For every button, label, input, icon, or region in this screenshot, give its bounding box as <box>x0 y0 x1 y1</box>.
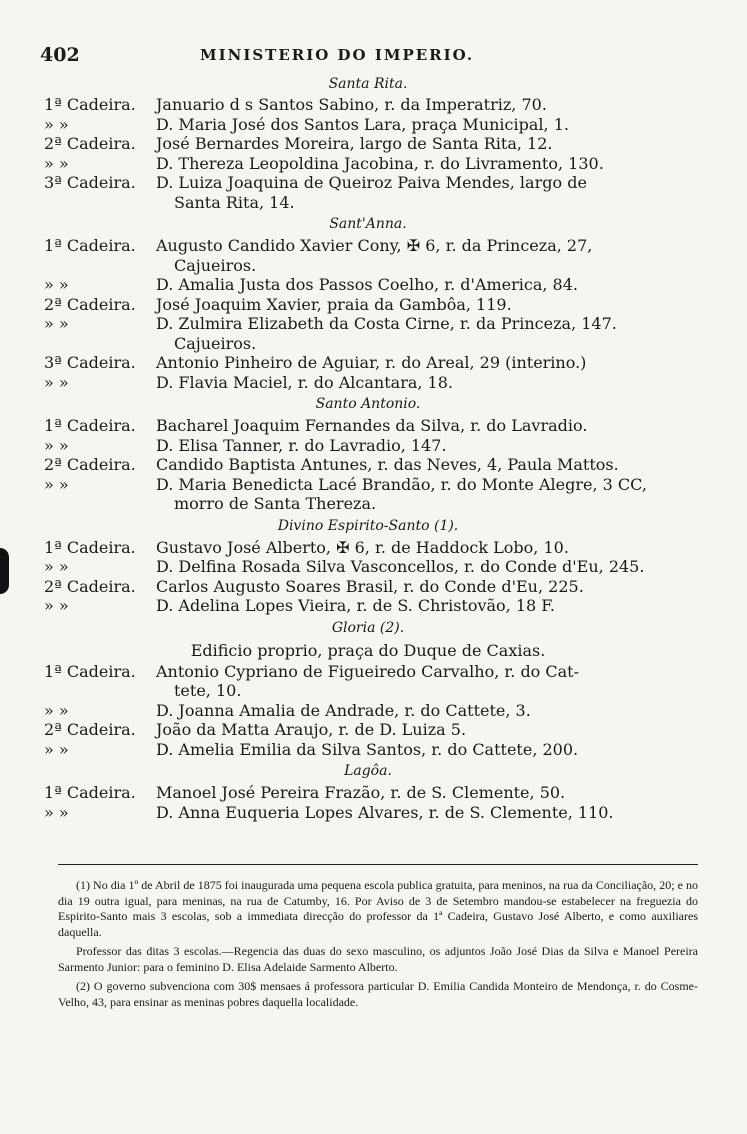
entry-text: Manoel José Pereira Frazão, r. de S. Clemente, 50. <box>156 783 566 802</box>
entry-label: » » <box>44 739 69 759</box>
entry-label: » » <box>44 114 69 134</box>
entry-text: D. Anna Euqueria Lopes Alvares, r. de S. Clemente, 110. <box>156 802 614 822</box>
entry-row <box>44 154 692 174</box>
section-subtitle: Edificio proprio, praça do Duque de Caxias. <box>190 640 546 660</box>
entry-row <box>44 95 692 115</box>
page-number: 402 <box>40 44 80 66</box>
entry-text: D. Maria José dos Santos Lara, praça Municipal, 1. <box>156 114 569 134</box>
entry-row <box>44 115 692 135</box>
entry-text: D. Zulmira Elizabeth da Costa Cirne, r. da Princeza, 147. <box>156 314 617 333</box>
entry-row <box>44 475 692 495</box>
entry-row <box>44 701 692 721</box>
footnotes <box>58 878 698 1014</box>
entry-label: 1ª Cadeira. <box>44 783 136 802</box>
entry-label: » » <box>44 802 69 822</box>
entry-text: José Bernardes Moreira, largo de Santa Rita, 12. <box>156 134 553 153</box>
entry-text: D. Maria Benedicta Lacé Brandão, r. do Monte Alegre, 3 CC, <box>156 474 647 494</box>
entry-text: D. Thereza Leopoldina Jacobina, r. do Livramento, 130. <box>156 153 604 173</box>
entry-text: D. Amelia Emilia da Silva Santos, r. do Cattete, 200. <box>156 739 579 759</box>
section-title: Lagôa. <box>344 763 392 779</box>
entry-text: Antonio Pinheiro de Aguiar, r. do Areal, 29 (interino.) <box>156 353 587 372</box>
entry-row <box>44 783 692 803</box>
entry-label: 2ª Cadeira. <box>44 134 136 153</box>
entry-label: » » <box>44 314 69 333</box>
entry-text: Januario d s Santos Sabino, r. da Imperatriz, 70. <box>156 95 547 114</box>
section-title: Santa Rita. <box>328 76 408 92</box>
entry-row <box>44 436 692 456</box>
entry-text: D. Elisa Tanner, r. do Lavradio, 147. <box>156 435 447 455</box>
entry-label: 1ª Cadeira. <box>44 95 136 114</box>
entry-continuation: morro de Santa Thereza. <box>174 494 377 513</box>
page-header <box>40 44 700 68</box>
entry-text: Gustavo José Alberto, ✠ 6, r. de Haddock Lobo, 10. <box>156 537 569 557</box>
entry-row <box>44 373 692 393</box>
entry-row <box>44 173 692 193</box>
footnote-text: (2) O governo subvenciona com 30$ mensaes á professora particular D. Emilia Candida Monteiro de Mendonça, r. do Cosme-Velho, 43, para ensinar as meninas pobres daquella localidade. <box>58 979 698 1009</box>
running-title: MINISTERIO DO IMPERIO. <box>200 46 475 64</box>
footnote <box>58 878 698 940</box>
entry-text: D. Delfina Rosada Silva Vasconcellos, r. do Conde d'Eu, 245. <box>156 557 645 576</box>
entry-text: D. Joanna Amalia de Andrade, r. do Cattete, 3. <box>156 700 531 720</box>
entry-row <box>44 134 692 154</box>
entry-label: » » <box>44 435 69 455</box>
entry-label: 1ª Cadeira. <box>44 416 136 435</box>
entry-label: 3ª Cadeira. <box>44 353 136 372</box>
entry-continuation: Cajueiros. <box>174 255 257 275</box>
entry-continuation: Cajueiros. <box>174 333 257 353</box>
entry-row <box>44 538 692 558</box>
entry-row <box>44 557 692 577</box>
entry-label: 2ª Cadeira. <box>44 455 136 474</box>
entry-row <box>44 803 692 823</box>
directory-body <box>44 74 692 822</box>
entry-row <box>44 596 692 616</box>
entry-label: 1ª Cadeira. <box>44 537 136 557</box>
entry-row <box>44 740 692 760</box>
entry-text: José Joaquim Xavier, praia da Gambôa, 119. <box>156 294 512 314</box>
entry-row <box>44 662 692 682</box>
entry-label: » » <box>44 275 69 294</box>
footnote-text: Professor das ditas 3 escolas.—Regencia das duas do sexo masculino, os adjuntos João José Dias da Silva e Manoel Pereira Sarmento Junior: para o feminino D. Elisa Adelaide Sarmento Alberto. <box>58 944 698 974</box>
entry-text: Antonio Cypriano de Figueiredo Carvalho, r. do Cat- <box>156 661 580 681</box>
footnote-divider <box>58 864 698 865</box>
entry-label: 2ª Cadeira. <box>44 720 136 739</box>
entry-continuation: Santa Rita, 14. <box>174 192 295 212</box>
entry-text: D. Flavia Maciel, r. do Alcantara, 18. <box>156 372 453 392</box>
entry-row <box>44 455 692 475</box>
footnote-text: (1) No dia 1º de Abril de 1875 foi inaugurada uma pequena escola publica gratuita, para meninos, na rua da Conciliação, 20; e no dia 19 outra igual, para meninas, na rua de Catumby, 16. Por Aviso de 3 de Setembro mandou-se estabelecer na freguezia do Espirito-Santo mais 3 escolas, sob a immediata direcção do professor da 1ª Cadeira, Gustavo José Alberto, e como auxiliares daquella. <box>58 878 698 939</box>
entry-label: 1ª Cadeira. <box>44 661 136 681</box>
entry-row <box>44 416 692 436</box>
section-title: Sant'Anna. <box>329 216 407 232</box>
entry-row <box>44 295 692 315</box>
entry-row <box>44 275 692 295</box>
entry-label: 1ª Cadeira. <box>44 236 136 255</box>
entry-label: » » <box>44 153 69 173</box>
entry-text: D. Adelina Lopes Vieira, r. de S. Christovão, 18 F. <box>156 596 555 615</box>
section-title: Divino Espirito-Santo (1). <box>277 517 459 534</box>
section-title: Gloria (2). <box>331 619 405 636</box>
entry-label: » » <box>44 596 69 615</box>
entry-text: Candido Baptista Antunes, r. das Neves, 4, Paula Mattos. <box>156 455 619 474</box>
entry-row <box>44 353 692 373</box>
entry-text: Bacharel Joaquim Fernandes da Silva, r. do Lavradio. <box>156 416 588 435</box>
entry-text: João da Matta Araujo, r. de D. Luiza 5. <box>156 720 467 739</box>
entry-row <box>44 236 692 256</box>
entry-label: 3ª Cadeira. <box>44 173 136 192</box>
footnote <box>58 979 698 1010</box>
entry-text: D. Amalia Justa dos Passos Coelho, r. d'America, 84. <box>156 275 578 294</box>
entry-label: » » <box>44 474 69 494</box>
entry-row <box>44 720 692 740</box>
entry-label: 2ª Cadeira. <box>44 576 136 596</box>
entry-label: » » <box>44 557 69 576</box>
entry-text: D. Luiza Joaquina de Queiroz Paiva Mendes, largo de <box>156 173 587 192</box>
section-title: Santo Antonio. <box>315 396 421 412</box>
entry-row <box>44 577 692 597</box>
entry-label: 2ª Cadeira. <box>44 294 136 314</box>
entry-row <box>44 314 692 334</box>
footnote <box>58 944 698 975</box>
ink-blot <box>0 548 9 594</box>
entry-continuation: tete, 10. <box>174 681 242 700</box>
entry-text: Augusto Candido Xavier Cony, ✠ 6, r. da Princeza, 27, <box>156 236 593 255</box>
entry-label: » » <box>44 700 69 720</box>
entry-text: Carlos Augusto Soares Brasil, r. do Conde d'Eu, 225. <box>156 576 584 596</box>
entry-label: » » <box>44 372 69 392</box>
